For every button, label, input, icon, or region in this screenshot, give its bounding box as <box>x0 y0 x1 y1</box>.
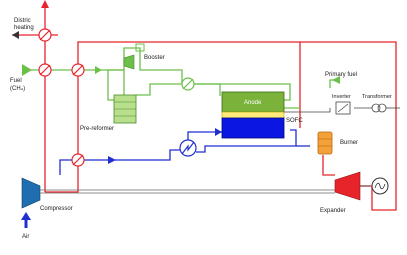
air-flow-arrow <box>108 156 116 164</box>
heat-exchanger-cathode <box>180 140 196 156</box>
burner-expander-line <box>323 155 335 175</box>
burner-unit <box>318 132 332 154</box>
fuel-lines <box>25 48 340 108</box>
transformer-icon <box>372 104 386 112</box>
expander-label: Expander <box>320 208 346 214</box>
district-heating-label-line2: heating <box>14 25 34 31</box>
shaft-line <box>40 190 335 193</box>
compressor-label: Compressor <box>40 206 73 212</box>
prereformer-out-line <box>136 84 220 96</box>
exhaust-top-arrow <box>41 0 49 8</box>
fuel-flow-arrow <box>95 66 102 74</box>
booster-label: Booster <box>144 55 165 61</box>
heat-exchanger-air-1 <box>72 154 84 166</box>
recirc-line <box>140 58 182 84</box>
heat-exchanger-fuel-1 <box>39 64 51 76</box>
pre-reformer-unit <box>114 95 136 123</box>
air-label: Air <box>22 234 30 240</box>
heat-exchanger-district <box>39 29 51 41</box>
transformer-label: Transformer <box>362 94 392 100</box>
sofc-label: SOFC <box>286 118 303 124</box>
heat-exchanger-recirc <box>182 78 194 90</box>
heat-exchanger-fuel-2 <box>72 64 84 76</box>
cathode-in-arrow <box>215 128 222 136</box>
district-heating-label-line1: Distric <box>14 18 31 24</box>
primary-fuel-label: Primary fuel <box>325 72 358 78</box>
burner-label: Burner <box>340 140 359 146</box>
cathode-box <box>222 118 284 138</box>
pre-reformer-label: Pre-reformer <box>80 126 115 132</box>
compressor-icon <box>22 178 40 208</box>
fuel-label-line1: Fuel <box>10 78 22 84</box>
fuel-inlet-arrow <box>22 64 32 76</box>
expander-icon <box>335 172 360 200</box>
inverter-label: Inverter <box>332 94 351 100</box>
booster-icon <box>124 55 134 69</box>
fuel-label-line2: (CH₄) <box>10 86 26 92</box>
district-heating-arrow <box>12 31 19 39</box>
electrolyte-strip <box>222 112 284 118</box>
anode-label: Anode <box>244 100 262 106</box>
generator-icon <box>372 178 388 194</box>
